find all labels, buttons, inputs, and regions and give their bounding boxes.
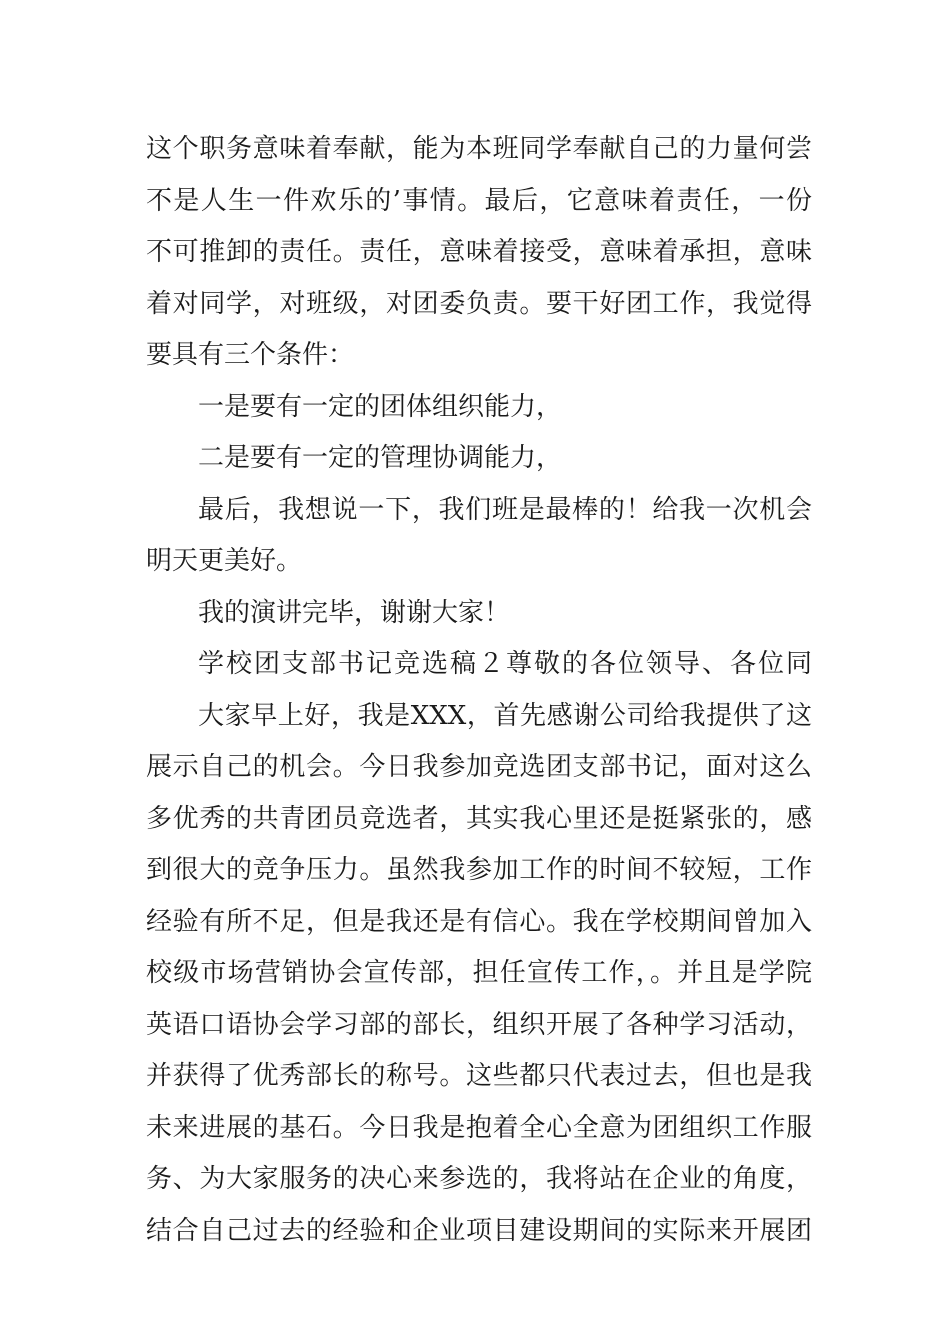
text-line: 结合自己过去的经验和企业项目建设期间的实际来开展团 [146,1215,812,1246]
text-line: 明天更美好。 [146,546,303,576]
text-line: 要具有三个条件： [146,340,355,370]
text-line: 务、为大家服务的决心来参选的，我将站在企业的角度， [146,1164,812,1194]
text-line: 不可推卸的责任。责任，意味着接受，意味着承担，意味 [146,237,812,267]
text-line: 最后，我想说一下，我们班是最棒的！给我一次机会 [198,494,812,525]
text-line: 多优秀的共青团员竞选者，其实我心里还是挺紧张的，感 [146,803,812,834]
text-line: 并获得了优秀部长的称号。这些都只代表过去，但也是我 [146,1061,812,1091]
text-line: 展示自己的机会。今日我参加竞选团支部书记，面对这么 [146,752,812,782]
text-line: 一是要有一定的团体组织能力， [198,391,563,422]
text-line: 未来进展的基石。今日我是抱着全心全意为团组织工作服 [146,1112,812,1143]
text-line: 英语口语协会学习部的部长，组织开展了各种学习活动， [146,1009,812,1040]
document-body [146,124,812,1257]
text-line: 学校团支部书记竞选稿２尊敬的各位领导、各位同 [198,649,812,679]
text-line: 我的演讲完毕，谢谢大家！ [198,597,511,628]
text-line: 二是要有一定的管理协调能力， [198,443,563,473]
text-line: 这个职务意味着奉献，能为本班同学奉献自己的力量何尝 [146,134,812,164]
text-line: 大家早上好，我是XXX，首先感谢公司给我提供了这 [198,700,812,731]
text-line: 着对同学，对班级，对团委负责。要干好团工作，我觉得 [146,288,812,319]
text-line: 到很大的竞争压力。虽然我参加工作的时间不较短，工作 [146,855,812,885]
text-line: 经验有所不足，但是我还是有信心。我在学校期间曾加入 [146,906,812,937]
text-line: 不是人生一件欢乐的’事情。最后，它意味着责任，一份 [146,185,812,216]
text-line: 校级市场营销协会宣传部，担任宣传工作，。并且是学院 [146,958,812,988]
